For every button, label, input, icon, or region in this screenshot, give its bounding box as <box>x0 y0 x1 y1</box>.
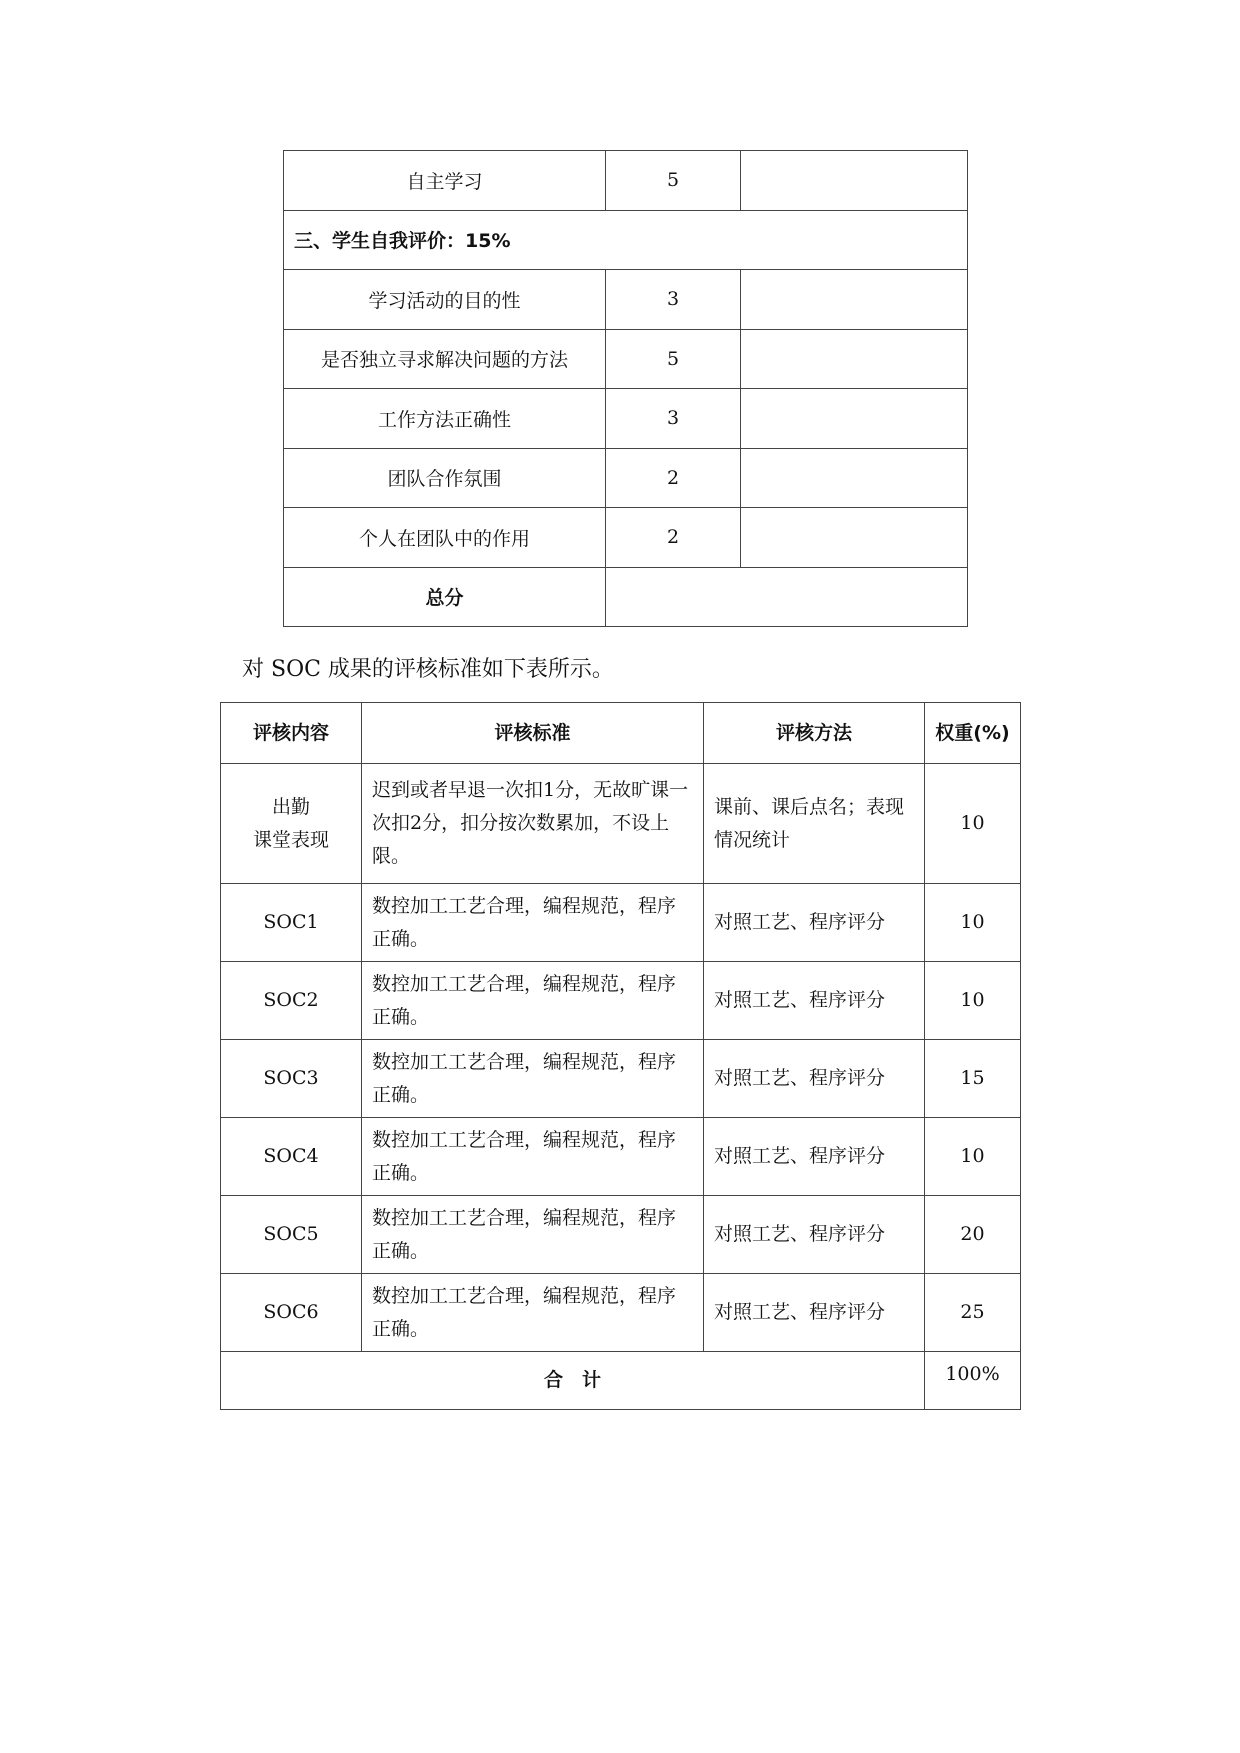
table-row <box>221 1274 1021 1352</box>
weight-cell: 25 <box>925 1274 1021 1352</box>
content-cell: SOC4 <box>221 1118 362 1196</box>
standard-cell: 数控加工工艺合理，编程规范，程序正确。 <box>362 1274 704 1352</box>
item-cell: 自主学习 <box>284 151 606 211</box>
column-header: 评核标准 <box>362 703 704 764</box>
total-row <box>221 1352 1021 1410</box>
blank-cell <box>741 448 968 508</box>
table-row <box>284 151 968 211</box>
weight-cell: 10 <box>925 962 1021 1040</box>
table-row <box>221 764 1021 884</box>
table-row <box>221 1040 1021 1118</box>
table-row <box>221 1118 1021 1196</box>
weight-cell: 10 <box>925 764 1021 884</box>
item-cell: 个人在团队中的作用 <box>284 508 606 568</box>
soc-criteria-table <box>220 702 1021 1410</box>
blank-cell <box>741 508 968 568</box>
table-row <box>284 448 968 508</box>
method-cell: 对照工艺、程序评分 <box>704 1196 925 1274</box>
column-header: 评核方法 <box>704 703 925 764</box>
method-cell: 课前、课后点名；表现情况统计 <box>704 764 925 884</box>
blank-cell <box>741 151 968 211</box>
score-cell: 3 <box>606 389 741 449</box>
method-cell: 对照工艺、程序评分 <box>704 1274 925 1352</box>
score-cell: 2 <box>606 508 741 568</box>
method-cell: 对照工艺、程序评分 <box>704 962 925 1040</box>
blank-cell <box>741 270 968 330</box>
item-cell: 工作方法正确性 <box>284 389 606 449</box>
method-cell: 对照工艺、程序评分 <box>704 1040 925 1118</box>
standard-cell: 迟到或者早退一次扣1分，无故旷课一次扣2分，扣分按次数累加，不设上限。 <box>362 764 704 884</box>
standard-cell: 数控加工工艺合理，编程规范，程序正确。 <box>362 1040 704 1118</box>
score-cell: 3 <box>606 270 741 330</box>
content-cell: SOC3 <box>221 1040 362 1118</box>
total-value: 100% <box>925 1352 1021 1410</box>
item-cell: 学习活动的目的性 <box>284 270 606 330</box>
blank-cell <box>741 389 968 449</box>
standard-cell: 数控加工工艺合理，编程规范，程序正确。 <box>362 962 704 1040</box>
score-cell: 2 <box>606 448 741 508</box>
total-label: 总分 <box>284 567 606 627</box>
total-value <box>606 567 968 627</box>
weight-cell: 20 <box>925 1196 1021 1274</box>
paragraph: 对 SOC 成果的评核标准如下表所示。 <box>242 657 614 682</box>
self-evaluation-table <box>283 150 968 627</box>
content-cell: SOC1 <box>221 884 362 962</box>
standard-cell: 数控加工工艺合理，编程规范，程序正确。 <box>362 884 704 962</box>
blank-cell <box>741 329 968 389</box>
content-cell: SOC2 <box>221 962 362 1040</box>
total-label: 合 计 <box>221 1352 925 1410</box>
standard-cell: 数控加工工艺合理，编程规范，程序正确。 <box>362 1196 704 1274</box>
score-cell: 5 <box>606 151 741 211</box>
weight-cell: 10 <box>925 884 1021 962</box>
total-row <box>284 567 968 627</box>
table-row <box>221 962 1021 1040</box>
table-row <box>221 884 1021 962</box>
method-cell: 对照工艺、程序评分 <box>704 1118 925 1196</box>
table-row <box>284 329 968 389</box>
weight-cell: 10 <box>925 1118 1021 1196</box>
content-cell: 出勤 课堂表现 <box>221 764 362 884</box>
table-row <box>284 389 968 449</box>
column-header: 权重(%) <box>925 703 1021 764</box>
content-cell: SOC6 <box>221 1274 362 1352</box>
header-row <box>221 703 1021 764</box>
standard-cell: 数控加工工艺合理，编程规范，程序正确。 <box>362 1118 704 1196</box>
table-row <box>284 508 968 568</box>
score-cell: 5 <box>606 329 741 389</box>
column-header: 评核内容 <box>221 703 362 764</box>
section-heading: 三、学生自我评价：15% <box>284 210 968 270</box>
content-cell: SOC5 <box>221 1196 362 1274</box>
weight-cell: 15 <box>925 1040 1021 1118</box>
method-cell: 对照工艺、程序评分 <box>704 884 925 962</box>
item-cell: 团队合作氛围 <box>284 448 606 508</box>
section-row <box>284 210 968 270</box>
item-cell: 是否独立寻求解决问题的方法 <box>284 329 606 389</box>
table-row <box>221 1196 1021 1274</box>
table-row <box>284 270 968 330</box>
